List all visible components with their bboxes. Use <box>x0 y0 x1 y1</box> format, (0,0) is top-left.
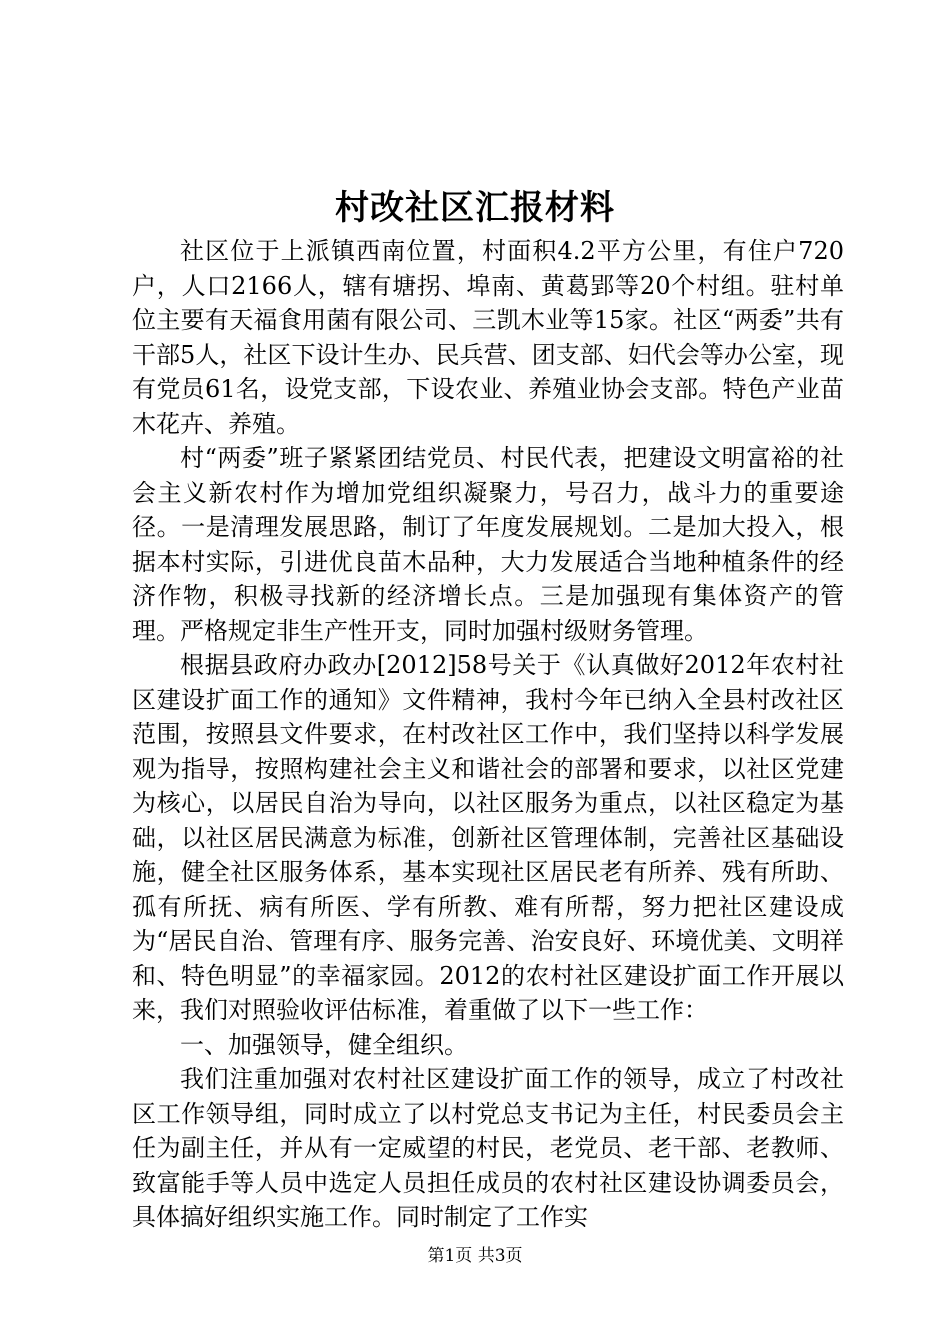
page-footer: 第1页 共3页 <box>427 1246 523 1266</box>
document-body <box>132 234 844 1235</box>
paragraph-leadership-detail: 我们注重加强对农村社区建设扩面工作的领导，成立了村改社区工作领导组，同时成立了以村党总支书记为主任，村民委员会主任为副主任，并从有一定威望的村民，老党员、老干部、老教师、致富能手等人员中选定人员担任成员的农村社区建设协调委员会，具体搞好组织实施工作。同时制定了工作实 <box>132 1065 844 1231</box>
paragraph-village-committee: 村“两委”班子紧紧团结党员、村民代表，把建设文明富裕的社会主义新农村作为增加党组织凝聚力，号召力，战斗力的重要途径。一是清理发展思路，制订了年度发展规划。二是加大投入，根据本村实际，引进优良苗木品种，大力发展适合当地种植条件的经济作物，积极寻找新的经济增长点。三是加强现有集体资产的管理。严格规定非生产性开支，同时加强村级财务管理。 <box>132 444 844 645</box>
section-heading-leadership: 一、加强领导，健全组织。 <box>180 1030 468 1059</box>
paragraph-community-overview: 社区位于上派镇西南位置，村面积4.2平方公里，有住户720户，人口2166人，辖有塘拐、埠南、黄葛郢等20个村组。驻村单位主要有天福食用菌有限公司、三凯木业等15家。社区“两委”共有干部5人，社区下设计生办、民兵营、团支部、妇代会等办公室，现有党员61名，设党支部，下设农业、养殖业协会支部。特色产业苗木花卉、养殖。 <box>132 237 844 438</box>
document-title: 村改社区汇报材料 <box>335 188 615 228</box>
paragraph-policy-basis: 根据县政府办政办[2012]58号关于《认真做好2012年农村社区建设扩面工作的通知》文件精神，我村今年已纳入全县村改社区范围，按照县文件要求，在村改社区工作中，我们坚持以科学发展观为指导，按照构建社会主义和谐社会的部署和要求，以社区党建为核心，以居民自治为导向，以社区服务为重点，以社区稳定为基础，以社区居民满意为标准，创新社区管理体制，完善社区基础设施，健全社区服务体系，基本实现社区居民老有所养、残有所助、孤有所抚、病有所医、学有所教、难有所帮，努力把社区建设成为“居民自治、管理有序、服务完善、治安良好、环境优美、文明祥和、特色明显”的幸福家园。2012的农村社区建设扩面工作开展以来，我们对照验收评估标准，着重做了以下一些工作： <box>132 651 844 1024</box>
